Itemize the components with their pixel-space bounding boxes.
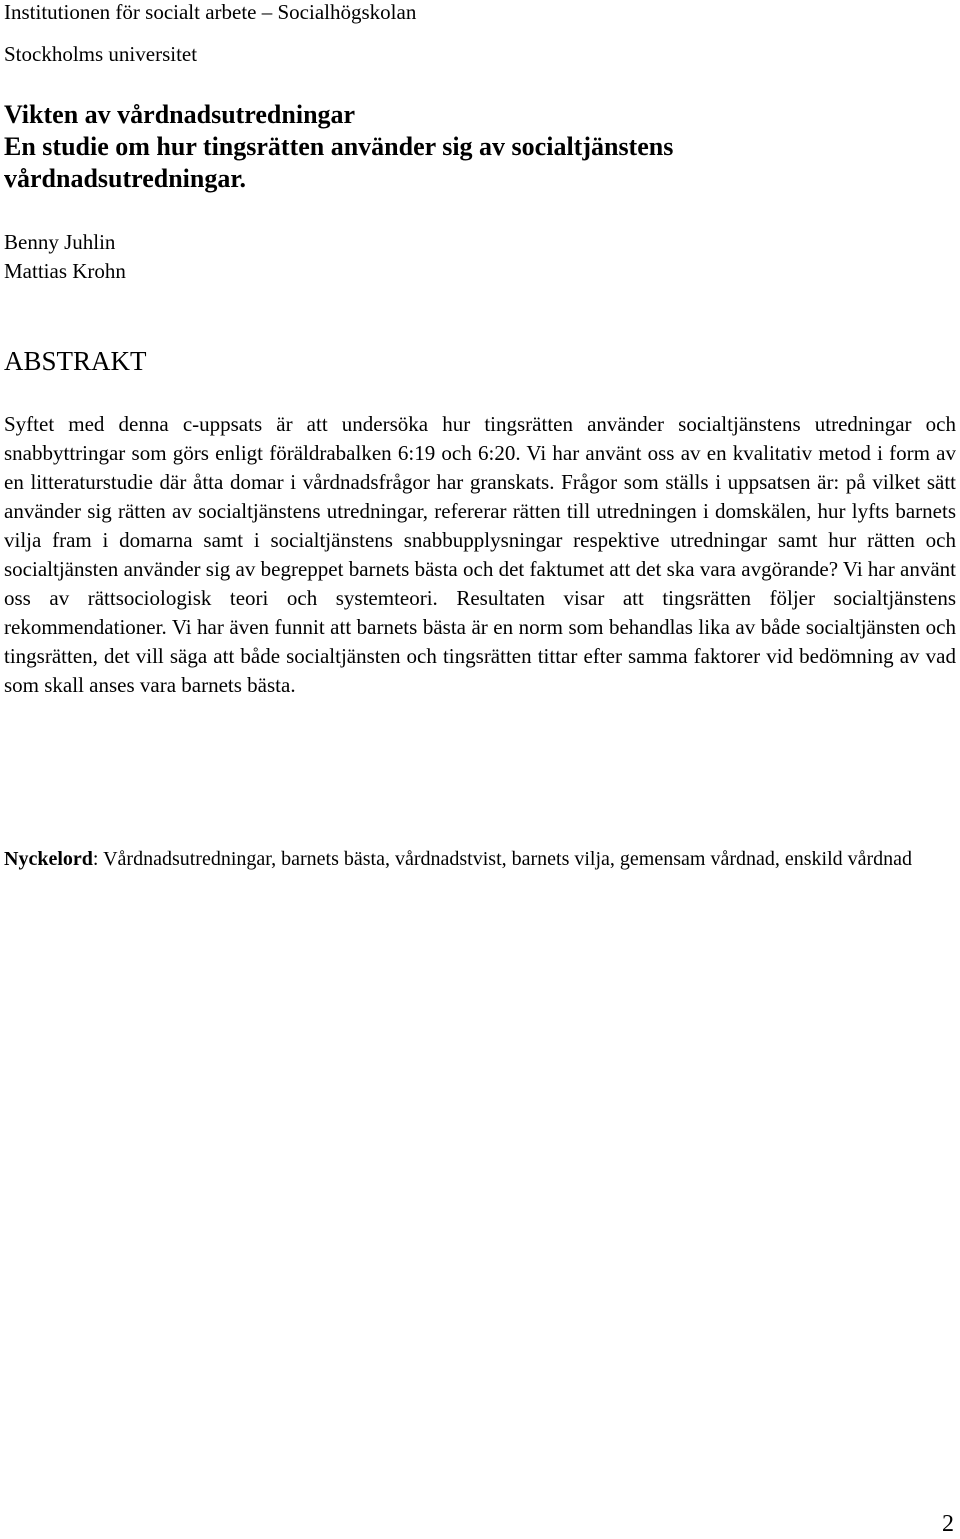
- abstract-heading: ABSTRAKT: [4, 346, 147, 376]
- authors: [4, 228, 126, 286]
- author-2: Mattias Krohn: [4, 259, 126, 283]
- keywords-text: Vårdnadsutredningar, barnets bästa, vårdnadstvist, barnets vilja, gemensam vårdnad, enskild vårdnad: [103, 848, 913, 870]
- title-line-1: Vikten av vårdnadsutredningar: [4, 100, 356, 129]
- title-line-2: En studie om hur tingsrätten använder sig av socialtjänstens: [4, 132, 674, 161]
- abstract-text: Syftet med denna c-uppsats är att undersöka hur tingsrätten använder socialtjänstens utredningar och snabbyttringar som görs enligt föräldrabalken 6:19 och 6:20. Vi har använt oss av en kvalitativ metod i form av en litteraturstudie där åtta domar i vårdnadsfrågor har granskats. Frågor som ställs i uppsatsen är: på vilket sätt använder sig rätten av socialtjänstens utredningar, refererar rätten till utredningen i domskälen, hur lyfts barnets vilja fram i domarna samt i socialtjänstens snabbupplysningar respektive utredningar samt hur rätten och socialtjänsten använder sig av begreppet barnets bästa och det faktumet att det ska vara avgörande? Vi har använt oss av rättsociologisk teori och systemteori. Resultaten visar att tingsrätten följer socialtjänstens rekommendationer. Vi har även funnit att barnets bästa är en norm som behandlas lika av både socialtjänsten och tingsrätten, det vill säga att både socialtjänsten och tingsrätten tittar efter samma faktorer vid bedömning av vad som skall anses vara barnets bästa.: [4, 412, 956, 697]
- keywords: [4, 846, 956, 873]
- university-line: Stockholms universitet: [4, 42, 198, 66]
- institution-line: Institutionen för socialt arbete – Socialhögskolan: [4, 0, 417, 24]
- title-line-3: vårdnadsutredningar.: [4, 164, 247, 193]
- page-number: 2: [942, 1511, 954, 1537]
- keywords-separator: :: [92, 848, 104, 870]
- keywords-label: Nyckelord: [4, 848, 93, 870]
- author-1: Benny Juhlin: [4, 230, 116, 254]
- document-title: [4, 99, 944, 195]
